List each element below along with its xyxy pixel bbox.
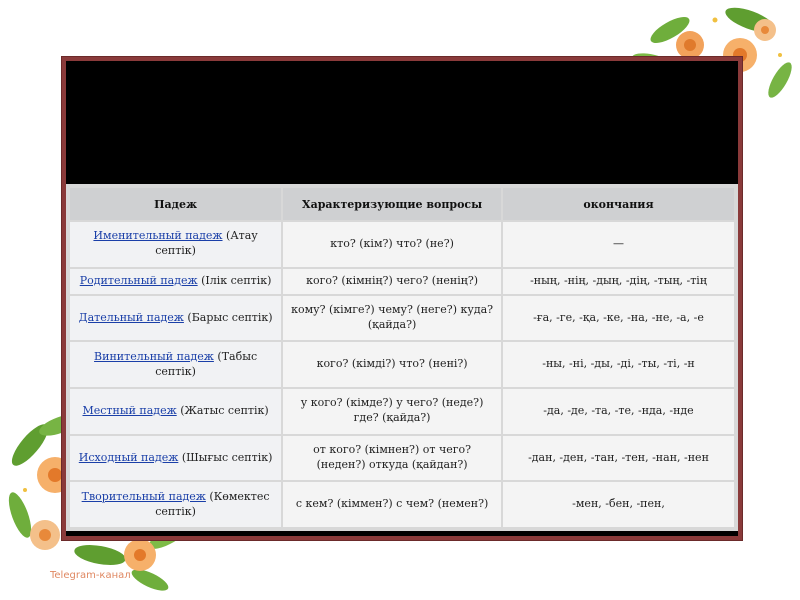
watermark-text: Telegram-канал bbox=[50, 570, 131, 581]
case-kazakh-name: (Көмектес септік) bbox=[155, 489, 270, 518]
endings-cell: — bbox=[503, 222, 734, 267]
header-case: Падеж bbox=[70, 188, 281, 220]
questions-cell: от кого? (кімнен?) от чего? (неден?) откуда (қайдан?) bbox=[283, 436, 501, 481]
table-row bbox=[70, 342, 734, 387]
table-row bbox=[70, 482, 734, 527]
case-link[interactable]: Именительный падеж bbox=[93, 229, 223, 243]
case-cell bbox=[70, 296, 281, 341]
questions-cell: кого? (кімді?) что? (нені?) bbox=[283, 342, 501, 387]
header-questions: Характеризующие вопросы bbox=[283, 188, 501, 220]
table-row bbox=[70, 222, 734, 267]
endings-cell: -ның, -нің, -дың, -дің, -тың, -тің bbox=[503, 269, 734, 294]
case-cell bbox=[70, 436, 281, 481]
case-cell bbox=[70, 482, 281, 527]
case-kazakh-name: (Ілік септік) bbox=[197, 273, 272, 287]
questions-cell: у кого? (кімде?) у чего? (неде?) где? (қайда?) bbox=[283, 389, 501, 434]
case-link[interactable]: Местный падеж bbox=[82, 403, 177, 417]
header-endings: окончания bbox=[503, 188, 734, 220]
case-kazakh-name: (Табыс септік) bbox=[155, 349, 258, 378]
case-link[interactable]: Исходный падеж bbox=[78, 450, 179, 464]
case-link[interactable]: Винительный падеж bbox=[94, 349, 214, 363]
case-cell bbox=[70, 222, 281, 267]
questions-cell: кого? (кімнің?) чего? (ненің?) bbox=[283, 269, 501, 294]
case-kazakh-name: (Барыс септік) bbox=[183, 310, 273, 324]
cases-table-container bbox=[66, 184, 738, 531]
table-row bbox=[70, 269, 734, 294]
case-link[interactable]: Творительный падеж bbox=[81, 489, 206, 503]
case-link[interactable]: Родительный падеж bbox=[79, 273, 198, 287]
case-cell bbox=[70, 389, 281, 434]
table-row bbox=[70, 296, 734, 341]
endings-cell: -дан, -ден, -тан, -тен, -нан, -нен bbox=[503, 436, 734, 481]
case-kazakh-name: (Атау септік) bbox=[155, 229, 258, 258]
case-cell bbox=[70, 342, 281, 387]
case-link[interactable]: Дательный падеж bbox=[78, 310, 184, 324]
endings-cell: -ға, -ге, -қа, -ке, -на, -не, -а, -е bbox=[503, 296, 734, 341]
case-kazakh-name: (Жатыс септік) bbox=[176, 403, 269, 417]
endings-cell: -да, -де, -та, -те, -нда, -нде bbox=[503, 389, 734, 434]
cases-table bbox=[68, 186, 736, 529]
table-header-row bbox=[70, 188, 734, 220]
case-kazakh-name: (Шығыс септік) bbox=[178, 450, 273, 464]
questions-cell: с кем? (кіммен?) с чем? (немен?) bbox=[283, 482, 501, 527]
table-row bbox=[70, 436, 734, 481]
case-cell bbox=[70, 269, 281, 294]
questions-cell: кто? (кім?) что? (не?) bbox=[283, 222, 501, 267]
questions-cell: кому? (кімге?) чему? (неге?) куда? (қайда?) bbox=[283, 296, 501, 341]
slide-frame bbox=[62, 57, 742, 540]
endings-cell: -мен, -бен, -пен, bbox=[503, 482, 734, 527]
table-row bbox=[70, 389, 734, 434]
endings-cell: -ны, -ні, -ды, -ді, -ты, -ті, -н bbox=[503, 342, 734, 387]
